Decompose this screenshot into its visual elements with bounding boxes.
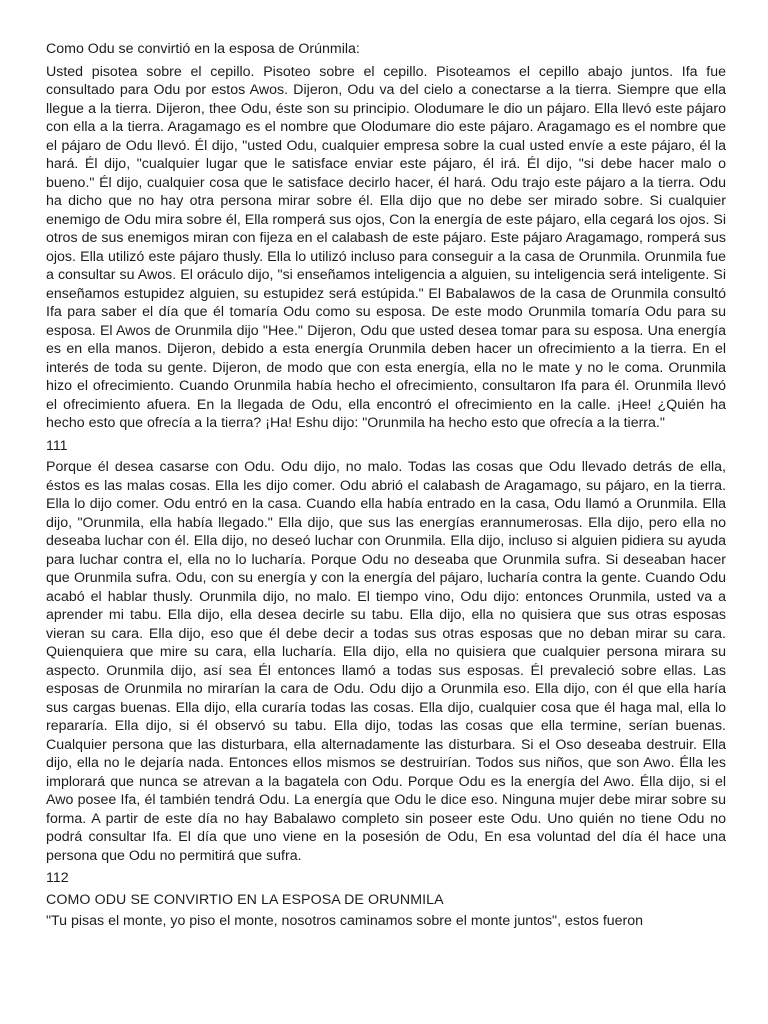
document-page: [46, 40, 726, 931]
body-paragraph: Porque él desea casarse con Odu. Odu dijo, no malo. Todas las cosas que Odu llevado detrás de ella, éstos es las malas cosas. Ella les dijo comer. Odu abrió el calabash de Aragamago, su pájaro, en la tierra. Ella lo dijo comer. Odu entró en la casa. Cuando ella había entrado en la casa, Odu llamó a Orunmila. Ella dijo, "Orunmila, ella había llegado." Ella dijo, que sus las energías erannumerosas. Ella dijo, pero ella no deseaba luchar con él. Ella dijo, no deseó luchar con Orunmila. Ella dijo, incluso si alguien pidiera su ayuda para luchar contra el, ella no lo lucharía. Porque Odu no deseaba que Orunmila sufra. Si deseaban hacer que Orunmila sufra. Odu, con su energía y con la energía del pájaro, lucharía contra la gente. Cuando Odu acabó el hablar thusly. Orunmila dijo, no malo. El tiempo vino, Odu dijo: entonces Orunmila, usted va a aprender mi tabu. Ella dijo, ella desea decirle su tabu. Ella dijo, ella no quisiera que sus otras esposas vieran su cara. Ella dijo, eso que él debe decir a todas sus otras esposas que no deban mirar su cara. Quienquiera que mire su cara, ella lucharía. Ella dijo, ella no quisiera que cualquier persona mirara su aspecto. Orunmila dijo, así sea Él entonces llamó a todas sus esposas. Él prevaleció sobre ellas. Las esposas de Orunmila no mirarían la cara de Odu. Odu dijo a Orunmila eso. Ella dijo, con él que ella haría sus cargas buenas. Ella dijo, ella curaría todas las cosas. Ella dijo, cualquier cosa que él haga mal, ella lo repararía. Ella dijo, si él observó su tabu. Ella dijo, todas las cosas que ella termine, serían buenas. Cualquier persona que las disturbara, ella alternadamente las disturbara. Si el Oso deseaba destruir. Ella dijo, ella no le dejaría nada. Entonces ellos mismos se destruirían. Todos sus niños, que son Awo. Élla les implorará que nunca se atrevan a la bagatela con Odu. Porque Odu es la energía del Awo. Élla dijo, si el Awo posee Ifa, él también tendrá Odu. La energía que Odu le dice eso. Ninguna mujer debe mirar sobre su forma. A partir de este día no hay Babalawo completo sin poseer este Odu. Uno quién no tiene Odu no podrá consultar Ifa. El día que uno viene en la posesión de Odu, En esa voluntad del día él hace una persona que Odu no permitirá que sufra.: [46, 459, 726, 864]
body-paragraph-start: "Tu pisas el monte, yo piso el monte, nosotros caminamos sobre el monte juntos", estos fueron: [46, 913, 644, 929]
section-title: COMO ODU SE CONVIRTIO EN LA ESPOSA DE ORUNMILA: [46, 891, 444, 908]
page-number: 112: [46, 870, 69, 886]
page-number: 111: [46, 437, 68, 454]
document-heading: Como Odu se convirtió en la esposa de Orúnmila:: [46, 41, 360, 57]
body-paragraph: Usted pisotea sobre el cepillo. Pisoteo sobre el cepillo. Pisoteamos el cepillo abajo juntos. Ifa fue consultado para Odu por estos Awos. Dijeron, Odu va del cielo a conectarse a la tierra. Siempre que ella llegue a la tierra. Dijeron, thee Odu, éste son su principio. Olodumare le dio un pájaro. Ella llevó este pájaro con ella a la tierra. Aragamago es el nombre que Olodumare dio este pájaro. Aragamago es el nombre que el pájaro de Odu llevó. Él dijo, "usted Odu, cualquier empresa sobre la cual usted envíe a este pájaro, él la hará. Él dijo, "cualquier lugar que le satisface enviar este pájaro, él irá. Él dijo, "si debe hacer malo o bueno." Él dijo, cualquier cosa que le satisface decirlo hacer, él hará. Odu trajo este pájaro a la tierra. Odu ha dicho que no hay otra persona mirar sobre él. Ella dijo que no debe ser mirado sobre. Si cualquier enemigo de Odu mira sobre él, Ella romperá sus ojos, Con la energía de este pájaro, ella cegará los ojos. Si otros de sus enemigos miran con fijeza en el calabash de este pájaro. Este pájaro Aragamago, romperá sus ojos. Ella utilizó este pájaro thusly. Ella lo utilizó incluso para conseguir a la casa de Orunmila. Orunmila fue a consultar su Awos. El oráculo dijo, "si enseñamos inteligencia a alguien, su inteligencia será inteligente. Si enseñamos estupidez alguien, su estupidez será estúpida." El Babalawos de la casa de Orunmila consultó Ifa para saber el día que él tomaría Odu como su esposa. De este modo Orunmila tomaría Odu para su esposa. El Awos de Orunmila dijo "Hee." Dijeron, Odu que usted desea tomar para su esposa. Una energía es en ella manos. Dijeron, debido a esta energía Orunmila deben hacer un ofrecimiento a la tierra. En el interés de toda su gente. Dijeron, de modo que con esta energía, ella no le mate y no le coma. Orunmila hizo el ofrecimiento. Cuando Orunmila había hecho el ofrecimiento, consultaron Ifa para él. Orunmila llevó el ofrecimiento afuera. En la llegada de Odu, ella encontró el ofrecimiento en la calle. ¡Hee! ¿Quién ha hecho esto que ofrecía a la tierra? ¡Ha! Eshu dijo: "Orunmila ha hecho esto que ofrecía a la tierra.": [46, 63, 726, 431]
